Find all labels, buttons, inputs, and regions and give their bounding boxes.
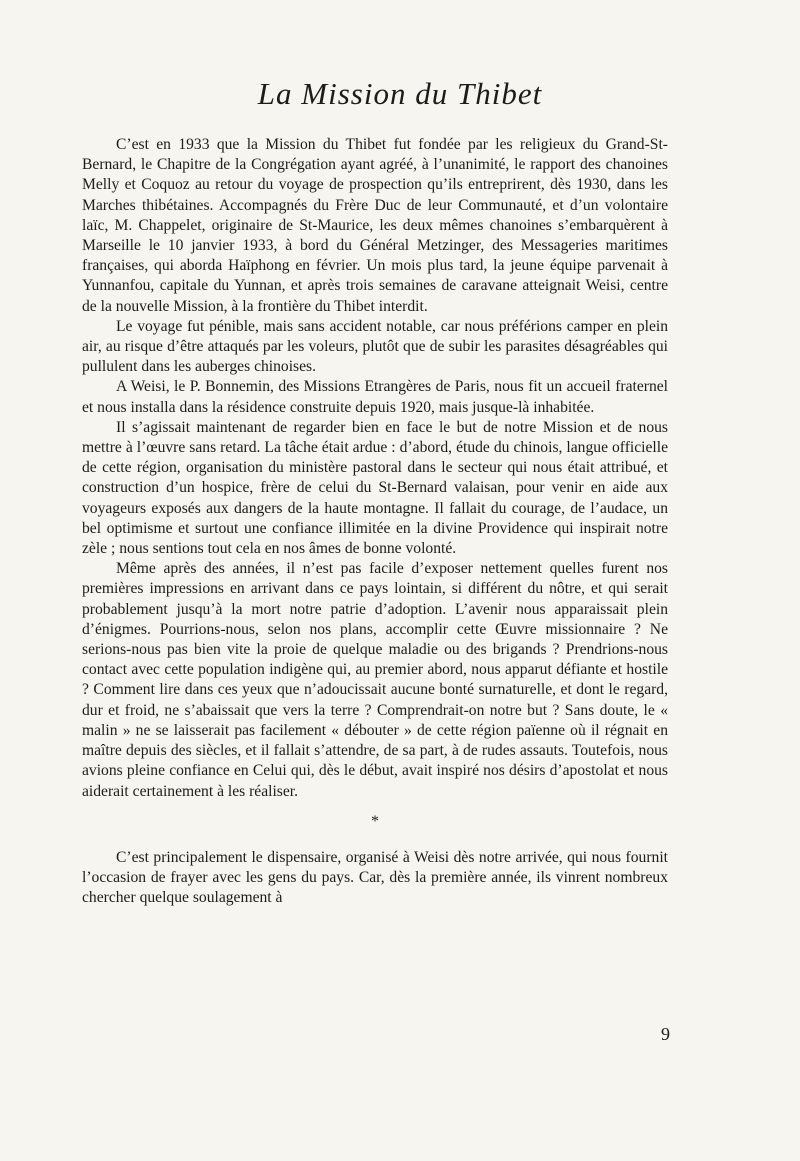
- page-number: 9: [661, 1024, 670, 1044]
- paragraph: Même après des années, il n’est pas facile d’exposer nettement quelles furent nos premières impressions en arrivant dans ce pays lointain, si différent du nôtre, et qui serait probablement jusqu’à la mort notre patrie d’adoption. L’avenir nous apparaissait plein d’énigmes. Pourrions-nous, selon nos plans, accomplir cette Œuvre missionnaire ? Ne serions-nous pas bien vite la proie de quelque maladie ou des brigands ? Prendrions-nous contact avec cette population indigène qui, au premier abord, nous apparut défiante et hostile ? Comment lire dans ces yeux que n’adoucissait aucune bonté surnaturelle, et dont le regard, dur et froid, ne s’abaissait que vers la terre ? Comprendrait-on notre but ? Sans doute, le « malin » ne se laisserait pas facilement « débouter » de cette région païenne où il régnait en maître depuis des siècles, et il fallait s’attendre, de sa part, à de rudes assauts. Toutefois, nous avions pleine confiance en Celui qui, dès le début, avait inspiré nos désirs d’apostolat et nous aiderait certainement à les réaliser.: [82, 560, 668, 800]
- paragraph: C’est en 1933 que la Mission du Thibet fut fondée par les religieux du Grand-St-Bernard, le Chapitre de la Congrégation ayant agréé, à l’unanimité, le rapport des chanoines Melly et Coquoz au retour du voyage de prospection qu’ils entreprirent, dès 1930, dans les Marches thibétaines. Accompagnés du Frère Duc de leur Communauté, et d’un volontaire laïc, M. Chappelet, originaire de St-Maurice, les deux mêmes chanoines s’embarquèrent à Marseille le 10 janvier 1933, à bord du Général Metzinger, des Messageries maritimes françaises, qui aborda Haïphong en février. Un mois plus tard, la jeune équipe parvenait à Yunnanfou, capitale du Yunnan, et après trois semaines de caravane atteignait Weisi, centre de la nouvelle Mission, à la frontière du Thibet interdit.: [82, 136, 668, 315]
- paragraph: C’est principalement le dispensaire, organisé à Weisi dès notre arrivée, qui nous fournit l’occasion de frayer avec les gens du pays. Car, dès la première année, ils vinrent nombreux chercher quelque soulagement à: [82, 848, 668, 907]
- body-text: [82, 135, 668, 909]
- paragraph: Il s’agissait maintenant de regarder bien en face le but de notre Mission et de nous mettre à l’œuvre sans retard. La tâche était ardue : d’abord, étude du chinois, langue officielle de cette région, organisation du ministère pastoral dans le secteur qui nous était attribué, et construction d’un hospice, frère de celui du St-Bernard valaisan, pour venir en aide aux voyageurs exposés aux dangers de la haute montagne. Il fallait du courage, de l’audace, un bel optimisme et surtout une confiance illimitée en la divine Providence qui inspirait notre zèle ; nous sentions tout cela en nos âmes de bonne volonté.: [82, 418, 668, 558]
- paragraph: A Weisi, le P. Bonnemin, des Missions Etrangères de Paris, nous fit un accueil fraternel et nous installa dans la résidence construite depuis 1920, mais jusque-là inhabitée.: [82, 378, 668, 416]
- paragraph: Le voyage fut pénible, mais sans accident notable, car nous préférions camper en plein air, au risque d’être attaqués par les voleurs, plutôt que de subir les parasites désagréables qui pullulent dans les auberges chinoises.: [82, 317, 668, 376]
- section-separator: *: [371, 812, 379, 830]
- page-title: La Mission du Thibet: [257, 76, 543, 111]
